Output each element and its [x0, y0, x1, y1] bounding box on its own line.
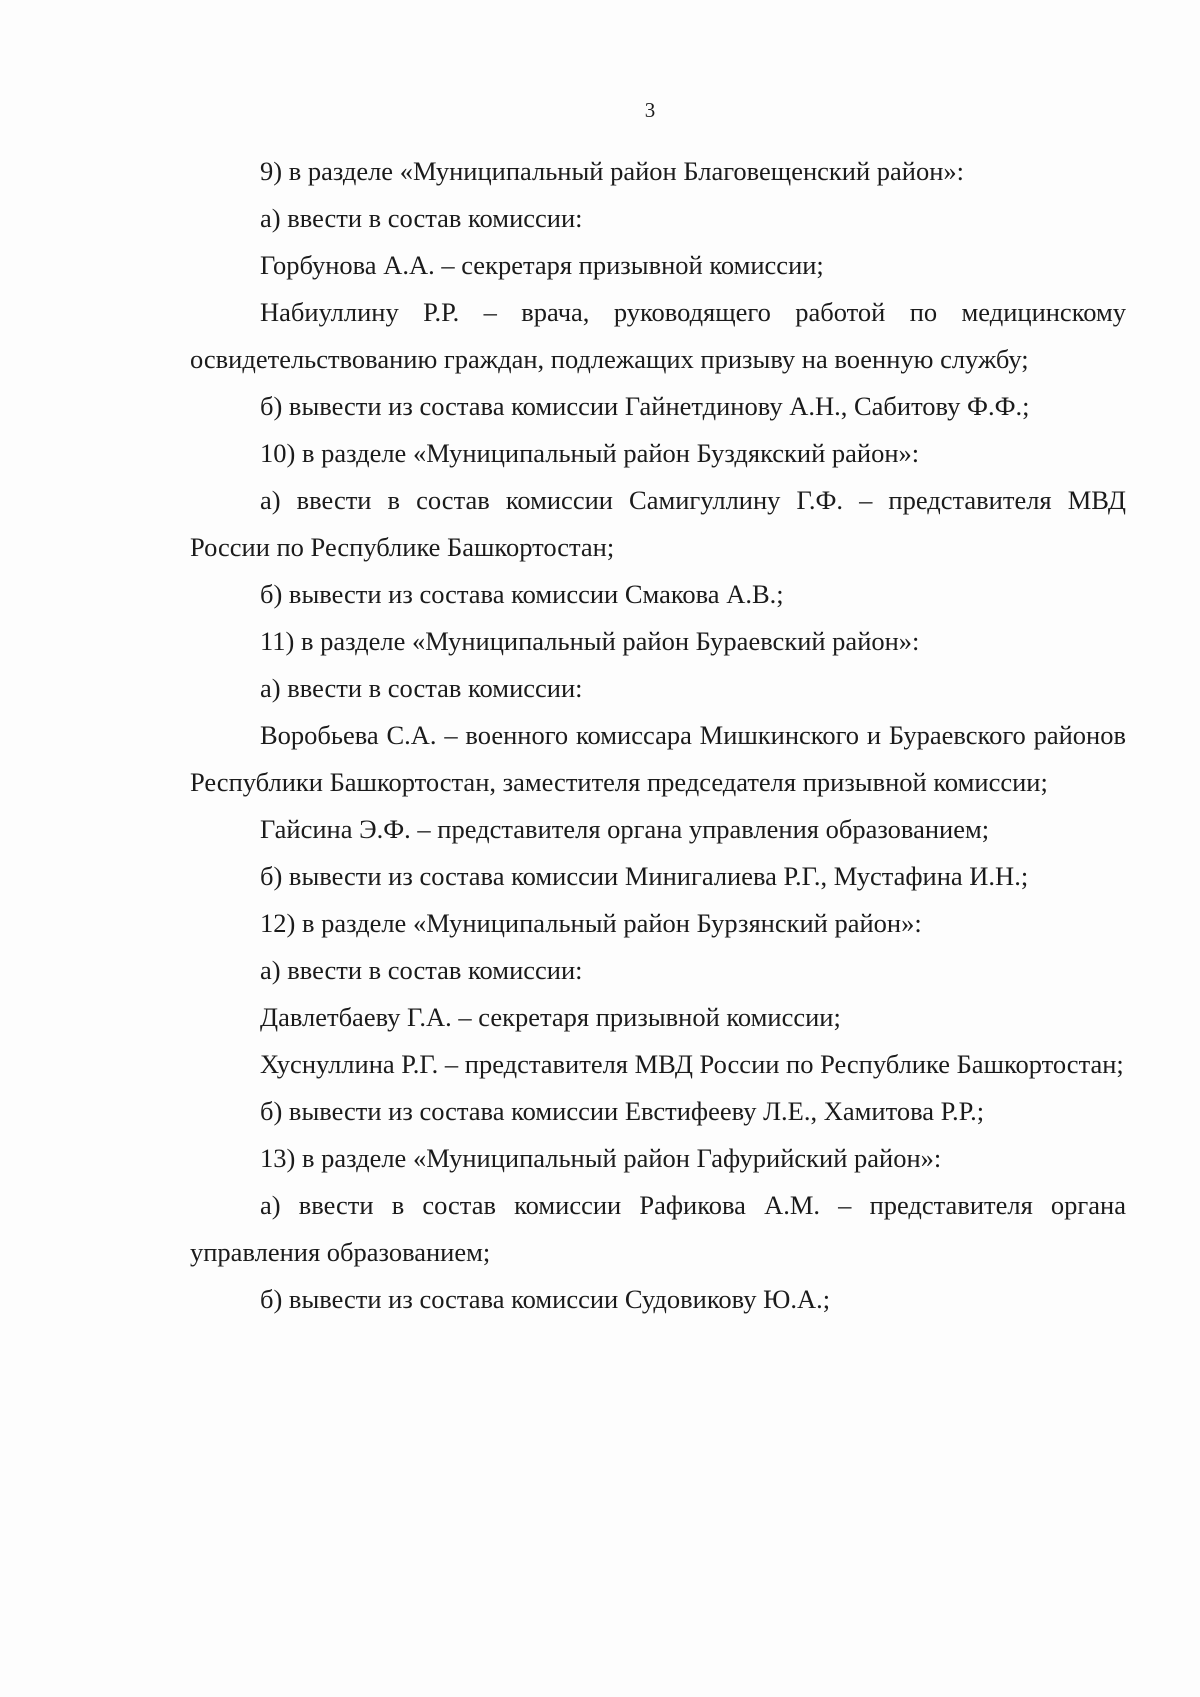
- paragraph: Воробьева С.А. – военного комиссара Мишкинского и Бураевского районов Республики Башкортостан, заместителя председателя призывной комиссии;: [190, 720, 1126, 797]
- paragraph: б) вывести из состава комиссии Смакова А.В.;: [260, 579, 784, 609]
- paragraph: б) вывести из состава комиссии Минигалиева Р.Г., Мустафина И.Н.;: [260, 861, 1029, 891]
- document-body: [190, 148, 1126, 1323]
- paragraph: Набиуллину Р.Р. – врача, руководящего работой по медицинскому освидетельствованию граждан, подлежащих призыву на военную службу;: [190, 297, 1126, 374]
- paragraph: Хуснуллина Р.Г. – представителя МВД России по Республике Башкортостан;: [260, 1049, 1124, 1079]
- paragraph: Горбунова А.А. – секретаря призывной комиссии;: [260, 250, 824, 280]
- paragraph: 13) в разделе «Муниципальный район Гафурийский район»:: [260, 1143, 942, 1173]
- paragraph: а) ввести в состав комиссии:: [260, 673, 583, 703]
- paragraph: 9) в разделе «Муниципальный район Благовещенский район»:: [260, 156, 964, 186]
- paragraph: 12) в разделе «Муниципальный район Бурзянский район»:: [260, 908, 922, 938]
- paragraph: а) ввести в состав комиссии:: [260, 955, 583, 985]
- paragraph: Давлетбаеву Г.А. – секретаря призывной комиссии;: [260, 1002, 841, 1032]
- page-number: 3: [644, 98, 656, 122]
- paragraph: Гайсина Э.Ф. – представителя органа управления образованием;: [260, 814, 990, 844]
- paragraph: б) вывести из состава комиссии Евстифееву Л.Е., Хамитова Р.Р.;: [260, 1096, 985, 1126]
- paragraph: а) ввести в состав комиссии:: [260, 203, 583, 233]
- paragraph: б) вывести из состава комиссии Гайнетдинову А.Н., Сабитову Ф.Ф.;: [260, 391, 1030, 421]
- paragraph: а) ввести в состав комиссии Самигуллину Г.Ф. – представителя МВД России по Республике Башкортостан;: [190, 485, 1126, 562]
- paragraph: 10) в разделе «Муниципальный район Буздякский район»:: [260, 438, 920, 468]
- paragraph: а) ввести в состав комиссии Рафикова А.М. – представителя органа управления образованием;: [190, 1190, 1126, 1267]
- paragraph: 11) в разделе «Муниципальный район Бураевский район»:: [260, 626, 920, 656]
- paragraph: б) вывести из состава комиссии Судовикову Ю.А.;: [260, 1284, 831, 1314]
